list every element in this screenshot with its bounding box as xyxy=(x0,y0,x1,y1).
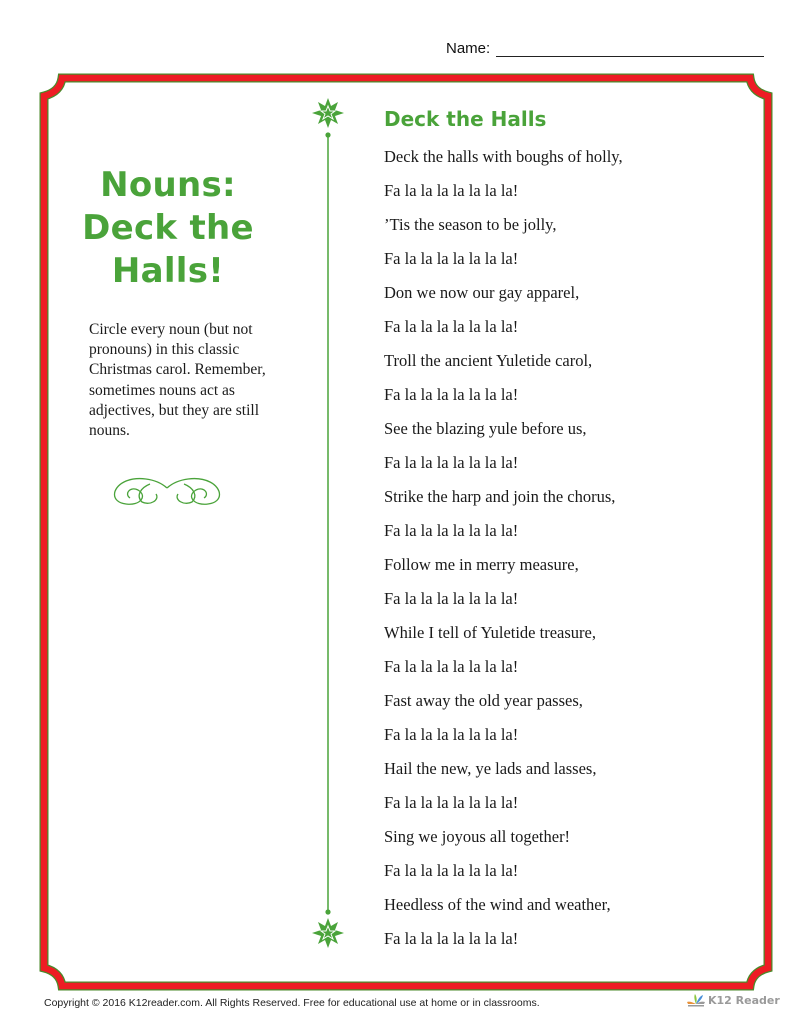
lyric-line: Follow me in merry measure, xyxy=(384,555,579,574)
refrain-line: Fa la la la la la la la! xyxy=(384,317,519,336)
star-top-icon xyxy=(312,98,344,128)
stanza xyxy=(384,896,714,964)
refrain-line: Fa la la la la la la la! xyxy=(384,725,519,744)
refrain-line: Fa la la la la la la la! xyxy=(384,181,519,200)
lyric-line: Don we now our gay apparel, xyxy=(384,283,580,302)
refrain-line: Fa la la la la la la la! xyxy=(384,385,519,404)
refrain-line: Fa la la la la la la la! xyxy=(384,793,519,812)
title-line: Halls! xyxy=(111,251,225,291)
refrain-line: Fa la la la la la la la! xyxy=(384,657,519,676)
refrain-line: Fa la la la la la la la! xyxy=(384,589,519,608)
title-line: Deck the xyxy=(82,208,254,248)
lyric-line: Strike the harp and join the chorus, xyxy=(384,487,616,506)
refrain-line: Fa la la la la la la la! xyxy=(384,453,519,472)
poem-title: Deck the Halls xyxy=(384,107,547,131)
book-leaf-icon xyxy=(686,993,706,1007)
stanza xyxy=(384,420,714,488)
title-line: Nouns: xyxy=(100,165,236,205)
lyric-line: Fast away the old year passes, xyxy=(384,691,583,710)
lyric-line: Deck the halls with boughs of holly, xyxy=(384,147,623,166)
name-label: Name: xyxy=(446,40,491,57)
stanza xyxy=(384,148,714,216)
flourish-ornament-icon xyxy=(106,474,228,508)
refrain-line: Fa la la la la la la la! xyxy=(384,249,519,268)
lyric-line: Troll the ancient Yuletide carol, xyxy=(384,351,593,370)
star-divider xyxy=(308,96,348,956)
lyric-line: See the blazing yule before us, xyxy=(384,419,587,438)
k12reader-logo xyxy=(686,993,780,1007)
stanza xyxy=(384,760,714,828)
logo-text: K12 Reader xyxy=(708,993,780,1007)
lyric-line: ’Tis the season to be jolly, xyxy=(384,215,557,234)
stanza xyxy=(384,216,714,284)
lyrics xyxy=(384,148,714,964)
stanza xyxy=(384,284,714,352)
stanza xyxy=(384,488,714,556)
stanza xyxy=(384,556,714,624)
refrain-line: Fa la la la la la la la! xyxy=(384,861,519,880)
lyric-line: Sing we joyous all together! xyxy=(384,827,571,846)
lyric-line: Hail the new, ye lads and lasses, xyxy=(384,759,597,778)
instructions-text: Circle every noun (but not pronouns) in this classic Christmas carol. Remember, sometimes nouns act as adjectives, but they are still nouns. xyxy=(89,321,266,440)
star-bottom-icon xyxy=(312,918,344,948)
worksheet-title xyxy=(68,164,268,293)
stanza xyxy=(384,352,714,420)
stanza xyxy=(384,828,714,896)
stanza xyxy=(384,624,714,692)
stanza xyxy=(384,692,714,760)
refrain-line: Fa la la la la la la la! xyxy=(384,929,519,948)
refrain-line: Fa la la la la la la la! xyxy=(384,521,519,540)
lyric-line: While I tell of Yuletide treasure, xyxy=(384,623,596,642)
copyright-footer: Copyright © 2016 K12reader.com. All Rights Reserved. Free for educational use at home or in classrooms. xyxy=(44,997,540,1009)
lyric-line: Heedless of the wind and weather, xyxy=(384,895,611,914)
